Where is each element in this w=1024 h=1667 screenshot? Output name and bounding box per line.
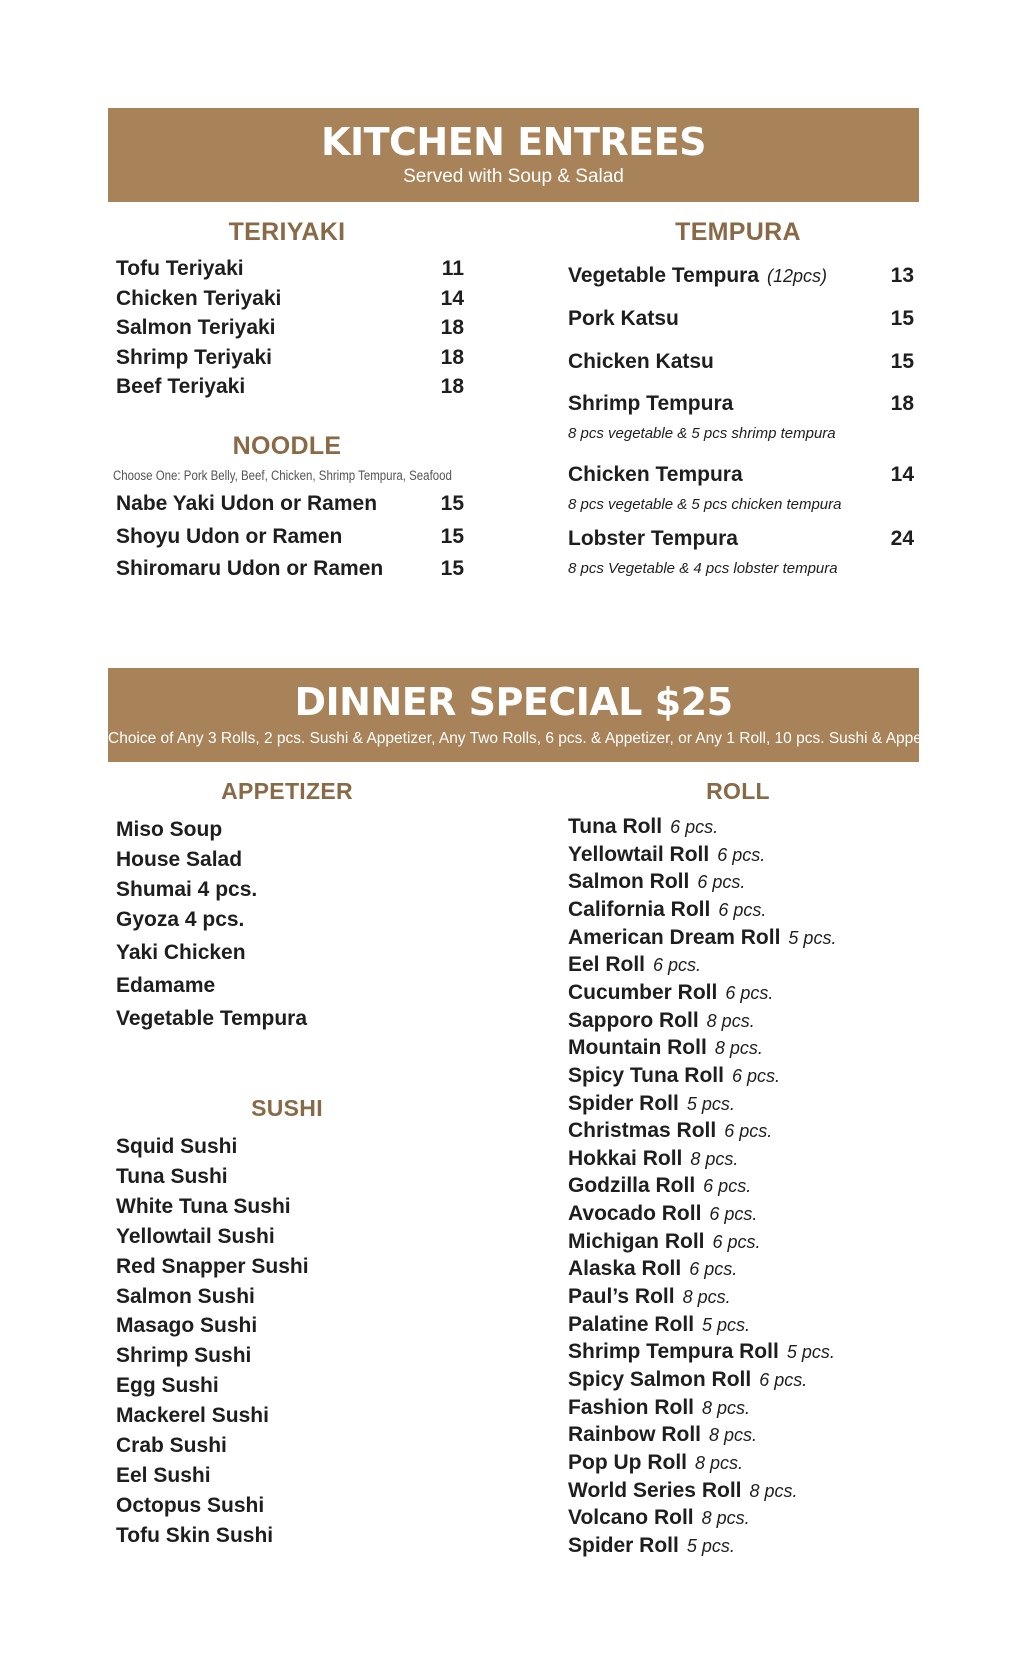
menu-item-name <box>568 463 743 487</box>
roll-item <box>568 1313 750 1337</box>
roll-name: Godzilla Roll <box>568 1174 696 1198</box>
roll-item <box>568 1092 735 1116</box>
roll-name: Spicy Tuna Roll <box>568 1063 724 1087</box>
roll-name: Sapporo Roll <box>568 1008 699 1032</box>
roll-pieces: 6 pcs. <box>697 872 746 893</box>
roll-item <box>568 1174 751 1198</box>
noodle-choose-note: Choose One: Pork Belly, Beef, Chicken, Shrimp Tempura, Seafood <box>113 468 452 483</box>
menu-item-price: 14 <box>440 286 464 310</box>
roll-pieces: 8 pcs. <box>701 1508 750 1529</box>
menu-item-price: 11 <box>441 257 464 280</box>
roll-pieces: 6 pcs. <box>718 899 767 920</box>
menu-item-price: 24 <box>890 527 914 550</box>
menu-item-name <box>568 264 827 288</box>
roll-name: Cucumber Roll <box>568 980 718 1004</box>
menu-item-name: White Tuna Sushi <box>116 1194 291 1218</box>
roll-name: Hokkai Roll <box>568 1146 683 1170</box>
roll-name: Spider Roll <box>568 1533 679 1557</box>
menu-item-name: House Salad <box>116 848 243 871</box>
menu-item-price: 14 <box>890 463 914 486</box>
roll-item <box>568 981 773 1005</box>
menu-item-name <box>568 350 714 374</box>
roll-name: American Dream Roll <box>568 925 781 949</box>
menu-item-name: Tofu Teriyaki <box>116 257 244 280</box>
menu-item-label: Vegetable Tempura <box>568 264 760 287</box>
roll-pieces: 8 pcs. <box>714 1038 763 1059</box>
roll-item <box>568 1451 743 1475</box>
roll-item <box>568 815 718 839</box>
roll-pieces: 8 pcs. <box>749 1480 798 1501</box>
roll-name: Rainbow Roll <box>568 1423 701 1447</box>
menu-item-name <box>568 527 738 551</box>
roll-name: California Roll <box>568 897 711 921</box>
appetizer-heading: APPETIZER <box>221 778 353 804</box>
roll-name: Salmon Roll <box>568 870 690 894</box>
roll-item <box>568 1202 757 1226</box>
roll-name: Yellowtail Roll <box>568 842 710 866</box>
dinner-special-title: DINNER SPECIAL $25 <box>294 680 733 724</box>
menu-item-name: Chicken Teriyaki <box>116 286 282 310</box>
roll-pieces: 6 pcs. <box>712 1231 761 1252</box>
noodle-heading: NOODLE <box>232 432 342 460</box>
roll-name: Shrimp Tempura Roll <box>568 1340 779 1364</box>
kitchen-entrees-title: KITCHEN ENTREES <box>321 120 706 164</box>
menu-item-name: Shoyu Udon or Ramen <box>116 524 343 548</box>
roll-item <box>568 1285 731 1309</box>
menu-item-price: 15 <box>440 557 464 580</box>
menu-item-name: Eel Sushi <box>116 1463 211 1487</box>
menu-item-name: Salmon Sushi <box>116 1284 255 1308</box>
roll-pieces: 5 pcs. <box>686 1093 735 1114</box>
roll-item <box>568 953 701 977</box>
roll-pieces: 6 pcs. <box>731 1065 780 1086</box>
roll-item <box>568 1036 763 1060</box>
menu-item-name: Salmon Teriyaki <box>116 316 276 339</box>
menu-item-name: Masago Sushi <box>116 1314 258 1338</box>
roll-pieces: 5 pcs. <box>686 1535 735 1556</box>
roll-item <box>568 1230 761 1254</box>
menu-item-price: 15 <box>890 307 914 330</box>
menu-item-qty: (12pcs) <box>767 266 828 286</box>
menu-item-price: 18 <box>890 392 914 415</box>
menu-item-name <box>568 392 733 416</box>
roll-pieces: 6 pcs. <box>670 817 719 837</box>
menu-item-label: Lobster Tempura <box>568 527 738 550</box>
roll-name: Paul’s Roll <box>568 1285 675 1309</box>
menu-item-name: Beef Teriyaki <box>116 375 246 398</box>
roll-name: Avocado Roll <box>568 1202 702 1226</box>
menu-item-name: Squid Sushi <box>116 1135 238 1158</box>
menu-item-name: Tuna Sushi <box>116 1164 228 1188</box>
roll-item <box>568 1119 772 1143</box>
sushi-heading: SUSHI <box>251 1095 323 1121</box>
menu-item-name: Tofu Skin Sushi <box>116 1523 274 1547</box>
roll-name: Spicy Salmon Roll <box>568 1368 752 1391</box>
kitchen-entrees-subtitle: Served with Soup & Salad <box>403 166 624 187</box>
menu-item-label: Shrimp Tempura <box>568 392 734 415</box>
roll-pieces: 8 pcs. <box>690 1148 739 1169</box>
roll-item <box>568 1147 738 1171</box>
roll-name: Alaska Roll <box>568 1257 682 1281</box>
menu-item-price: 15 <box>440 524 464 548</box>
roll-item <box>568 1009 755 1033</box>
roll-item <box>568 1368 807 1392</box>
menu-item-price: 15 <box>440 492 464 515</box>
roll-heading: ROLL <box>706 778 770 804</box>
roll-pieces: 6 pcs. <box>759 1370 808 1390</box>
roll-pieces: 8 pcs. <box>702 1397 751 1418</box>
menu-item-name: Red Snapper Sushi <box>116 1254 309 1278</box>
roll-name: Volcano Roll <box>568 1506 694 1530</box>
tempura-heading: TEMPURA <box>675 218 801 246</box>
menu-item-name: Crab Sushi <box>116 1434 227 1457</box>
roll-item <box>568 1340 835 1364</box>
menu-item-name: Shiromaru Udon or Ramen <box>116 557 384 580</box>
menu-item-price: 15 <box>890 350 914 373</box>
menu-item-name: Octopus Sushi <box>116 1493 265 1517</box>
menu-item-name: Yellowtail Sushi <box>116 1224 275 1248</box>
menu-item-name: Shrimp Sushi <box>116 1344 252 1368</box>
roll-pieces: 6 pcs. <box>703 1176 752 1197</box>
roll-name: Pop Up Roll <box>568 1450 687 1474</box>
menu-item-price: 18 <box>440 345 464 369</box>
menu-item-name: Yaki Chicken <box>116 941 246 964</box>
roll-pieces: 6 pcs. <box>724 1121 773 1142</box>
roll-pieces: 8 pcs. <box>682 1287 731 1308</box>
roll-name: Michigan Roll <box>568 1229 705 1253</box>
roll-pieces: 6 pcs. <box>717 844 766 865</box>
roll-pieces: 6 pcs. <box>709 1204 758 1225</box>
menu-item-label: Pork Katsu <box>568 307 679 330</box>
menu-item-label: Chicken Katsu <box>568 350 714 373</box>
roll-pieces: 8 pcs. <box>706 1010 755 1031</box>
roll-item <box>568 1257 737 1281</box>
roll-item <box>568 1423 757 1447</box>
menu-item-note: 8 pcs vegetable & 5 pcs chicken tempura <box>568 496 842 513</box>
roll-item <box>568 843 765 867</box>
roll-item <box>568 898 766 922</box>
roll-pieces: 8 pcs. <box>695 1452 744 1473</box>
roll-pieces: 8 pcs. <box>709 1425 758 1446</box>
roll-name: Tuna Roll <box>568 815 663 838</box>
roll-name: Fashion Roll <box>568 1395 694 1419</box>
roll-pieces: 5 pcs. <box>786 1342 835 1363</box>
menu-item-name: Mackerel Sushi <box>116 1404 269 1428</box>
menu-item-name: Shumai 4 pcs. <box>116 878 258 901</box>
menu-item-name: Edamame <box>116 974 216 997</box>
kitchen-entrees-banner <box>108 108 919 202</box>
roll-name: Mountain Roll <box>568 1036 707 1060</box>
menu-item-name <box>568 307 679 331</box>
menu-item-label: Chicken Tempura <box>568 463 743 486</box>
teriyaki-heading: TERIYAKI <box>228 218 346 246</box>
roll-pieces: 5 pcs. <box>788 927 837 948</box>
menu-item-name: Egg Sushi <box>116 1374 219 1398</box>
roll-name: Christmas Roll <box>568 1119 717 1143</box>
menu-item-price: 13 <box>890 264 914 287</box>
menu-item-note: 8 pcs Vegetable & 4 pcs lobster tempura <box>568 560 838 577</box>
roll-item <box>568 1396 750 1420</box>
menu-item-price: 18 <box>440 375 464 398</box>
roll-pieces: 6 pcs. <box>689 1259 738 1280</box>
roll-item <box>568 1479 798 1503</box>
roll-pieces: 6 pcs. <box>725 982 774 1003</box>
roll-item <box>568 1506 750 1530</box>
menu-item-name: Shrimp Teriyaki <box>116 345 273 369</box>
menu-item-name: Gyoza 4 pcs. <box>116 908 245 931</box>
dinner-special-banner <box>108 668 952 762</box>
roll-name: Palatine Roll <box>568 1312 695 1336</box>
menu-item-note: 8 pcs vegetable & 5 pcs shrimp tempura <box>568 425 836 442</box>
roll-item <box>568 1534 735 1558</box>
roll-name: Spider Roll <box>568 1091 679 1115</box>
menu-item-name: Miso Soup <box>116 818 223 841</box>
roll-item <box>568 1064 780 1088</box>
roll-name: Eel Roll <box>568 953 646 977</box>
roll-item <box>568 926 836 950</box>
dinner-special-subtitle: Choice of Any 3 Rolls, 2 pcs. Sushi & Appetizer, Any Two Rolls, 6 pcs. & Appetizer, or Any 1 Roll, 10 pcs. Sushi & Appetizer <box>108 730 952 747</box>
roll-name: World Series Roll <box>568 1478 742 1502</box>
roll-pieces: 5 pcs. <box>702 1314 751 1335</box>
menu-item-name: Nabe Yaki Udon or Ramen <box>116 492 378 515</box>
roll-pieces: 6 pcs. <box>653 955 702 976</box>
menu-item-price: 18 <box>440 316 464 339</box>
roll-item <box>568 870 745 894</box>
menu-item-name: Vegetable Tempura <box>116 1007 308 1030</box>
